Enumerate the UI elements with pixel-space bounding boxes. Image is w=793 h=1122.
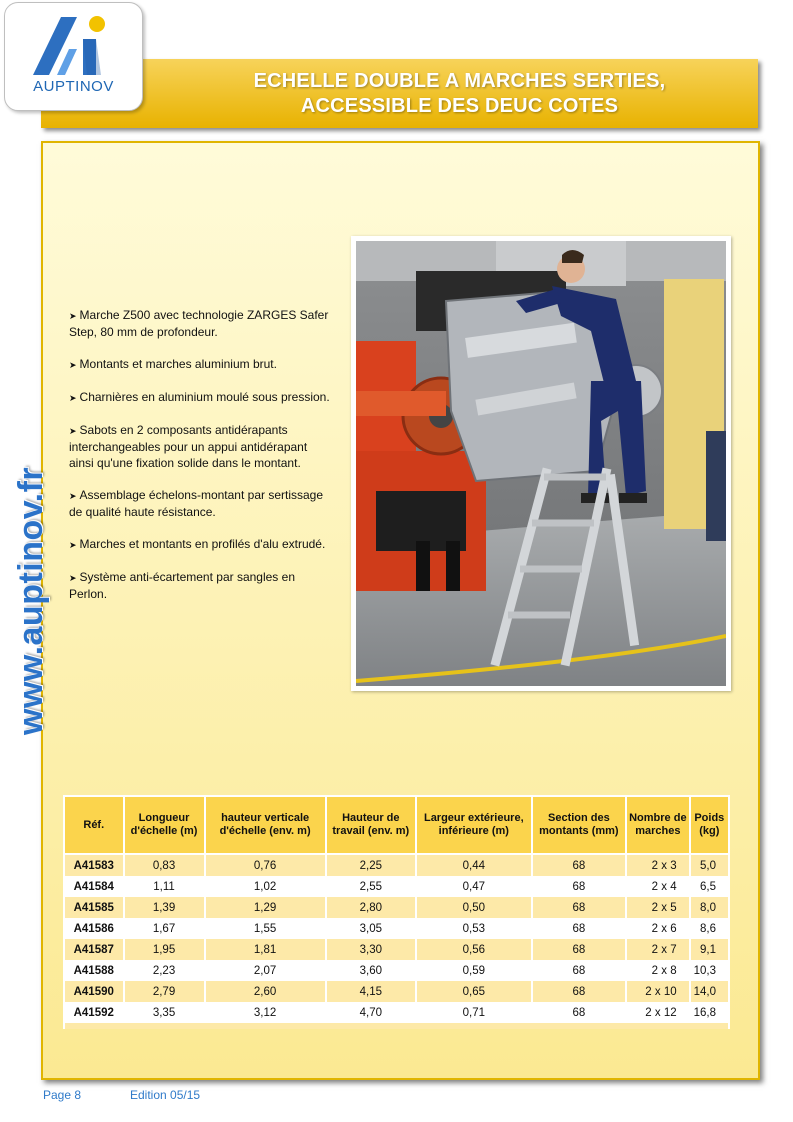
table-row: A41588 2,23 2,07 3,60 0,59 68 2 x 8 10,3 [64, 960, 729, 981]
feature-item: ➤ Marche Z500 avec technologie ZARGES Safer Step, 80 mm de profondeur. [69, 308, 329, 339]
feature-item: ➤ Système anti-écartement par sangles en Perlon. [69, 570, 295, 601]
feature-item: ➤ Montants et marches aluminium brut. [69, 357, 277, 371]
column-header-steps: Nombre de marches [626, 796, 690, 854]
table-footer-row [64, 1023, 729, 1029]
table-row: A41586 1,67 1,55 3,05 0,53 68 2 x 6 8,6 [64, 918, 729, 939]
arrow-bullet-icon: ➤ [69, 540, 77, 550]
table-row: A41585 1,39 1,29 2,80 0,50 68 2 x 5 8,0 [64, 897, 729, 918]
table-row: A41592 3,35 3,12 4,70 0,71 68 2 x 12 16,8 [64, 1002, 729, 1023]
feature-item: ➤ Assemblage échelons-montant par sertissage de qualité haute résistance. [69, 488, 324, 519]
column-header-vertical-height: hauteur verticale d'échelle (env. m) [205, 796, 326, 854]
arrow-bullet-icon: ➤ [69, 573, 77, 583]
table-header-row [64, 796, 729, 854]
column-header-length: Longueur d'échelle (m) [124, 796, 205, 854]
table-row: A41584 1,11 1,02 2,55 0,47 68 2 x 4 6,5 [64, 876, 729, 897]
feature-item: ➤ Charnières en aluminium moulé sous pression. [69, 390, 330, 404]
ladder-in-use-illustration [356, 241, 726, 686]
table-row: A41583 0,83 0,76 2,25 0,44 68 2 x 3 5,0 [64, 854, 729, 876]
product-photo [351, 236, 731, 691]
auptinov-logo-icon [27, 15, 121, 77]
arrow-bullet-icon: ➤ [69, 393, 77, 403]
page-number: Page 8 [43, 1088, 82, 1102]
arrow-bullet-icon: ➤ [69, 491, 77, 501]
title-line-2: ACCESSIBLE DES DEUC COTES [300, 95, 619, 117]
arrow-bullet-icon: ➤ [69, 311, 77, 321]
feature-list [69, 307, 334, 618]
title-line-1: ECHELLE DOUBLE A MARCHES SERTIES, [253, 70, 666, 92]
header-banner [41, 59, 758, 128]
column-header-ref: Réf. [64, 796, 124, 854]
table-row: A41587 1,95 1,81 3,30 0,56 68 2 x 7 9,1 [64, 939, 729, 960]
feature-item: ➤ Marches et montants en profilés d'alu extrudé. [69, 537, 326, 551]
column-header-width: Largeur extérieure, inférieure (m) [416, 796, 532, 854]
feature-item: ➤ Sabots en 2 composants antidérapants interchangeables pour un appui antidérapant ainsi qu'une fixation solide dans le montant. [69, 423, 308, 470]
edition-label: Edition 05/15 [130, 1088, 201, 1102]
arrow-bullet-icon: ➤ [69, 426, 77, 436]
table-row: A41590 2,79 2,60 4,15 0,65 68 2 x 10 14,0 [64, 981, 729, 1002]
specification-table [63, 795, 730, 1029]
column-header-section: Section des montants (mm) [532, 796, 626, 854]
website-link[interactable]: www.auptinov.fr [12, 466, 50, 735]
column-header-working-height: Hauteur de travail (env. m) [326, 796, 416, 854]
arrow-bullet-icon: ➤ [69, 360, 77, 370]
company-logo [4, 2, 143, 111]
logo-wordmark: AUPTINOV [33, 78, 114, 95]
column-header-weight: Poids (kg) [690, 796, 729, 854]
page-title [161, 69, 758, 119]
